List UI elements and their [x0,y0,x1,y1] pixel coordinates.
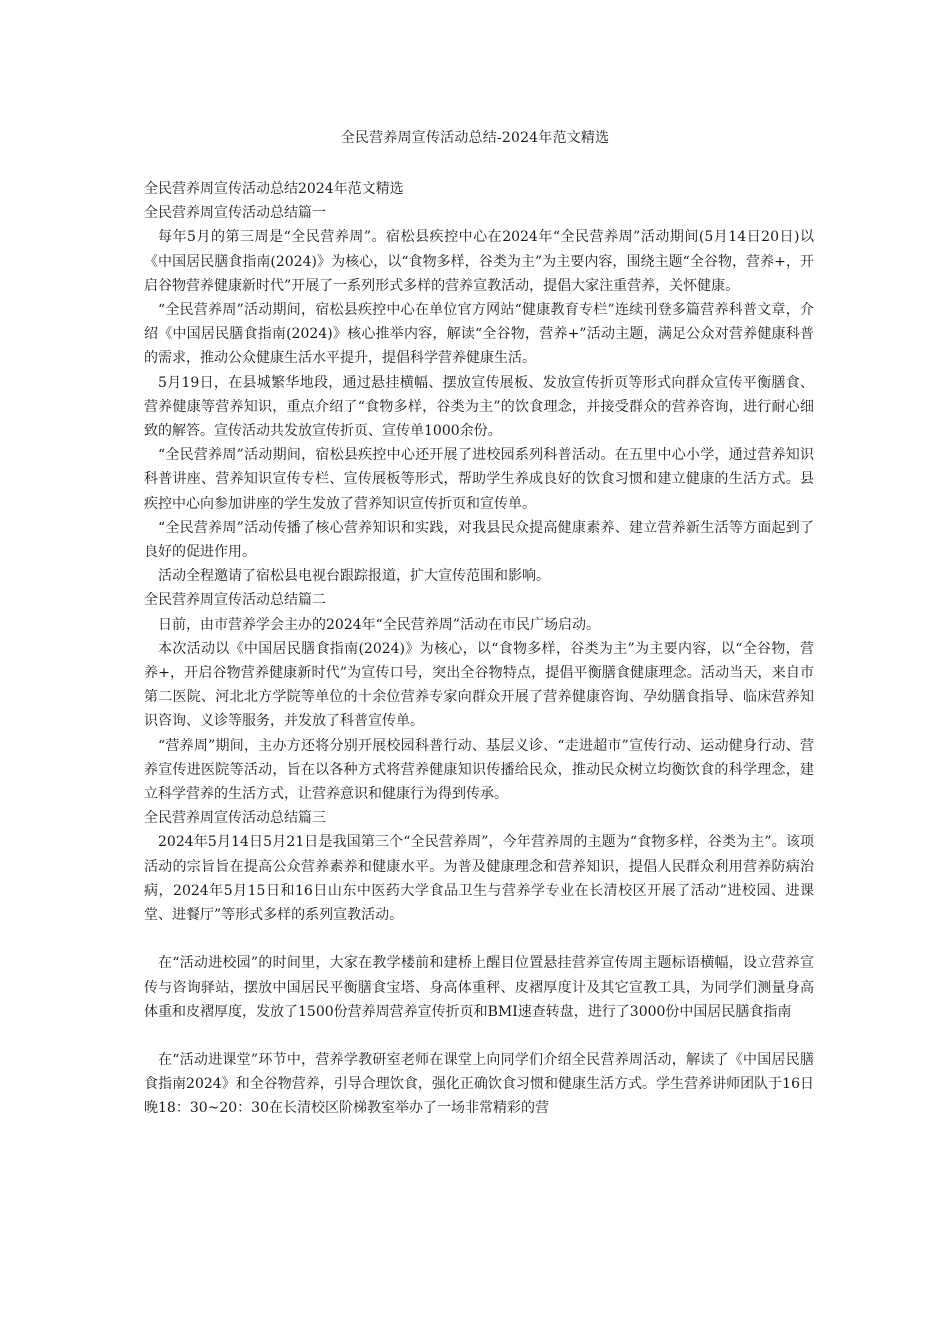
document-title: 全民营养周宣传活动总结-2024年范文精选 [340,130,610,146]
paragraph: 在“活动进课堂”环节中，营养学教研室老师在课堂上向同学们介绍全民营养周活动，解读了《中国居民膳食指南2024》和全谷物营养，引导合理饮食，强化正确饮食习惯和健康生活方式。学生营养讲师团队于16日晚18：30~20：30在长清校区阶梯教室举办了一场非常精彩的营 [144,1051,814,1117]
section-heading: 全民营养周宣传活动总结篇三 [144,810,326,827]
paragraph: 2024年5月14日5月21日是我国第三个“全民营养周”，今年营养周的主题为“食物多样，谷类为主”。该项活动的宗旨旨在提高公众营养素养和健康水平。为普及健康理念和营养知识，提倡人民群众利用营养防病治病，2024年5月15日和16日山东中医药大学食品卫生与营养学专业在长清校区开展了活动”进校园、进课堂、进餐厅”等形式多样的系列宣教活动。 [144,834,814,924]
paragraph: “营养周”期间，主办方还将分别开展校园科普行动、基层义诊、“走进超市”宣传行动、运动健身行动、营养宣传进医院等活动，旨在以各种方式将营养健康知识传播给民众，推动民众树立均衡饮食的科学理念，建立科学营养的生活方式，让营养意识和健康行为得到传承。 [144,737,814,803]
paragraph-spacer [144,1024,814,1048]
section-heading: 全民营养周宣传活动总结篇二 [144,592,326,609]
paragraph: 本次活动以《中国居民膳食指南(2024)》为核心，以“食物多样，谷类为主”为主要内容，以“全谷物，营养+，开启谷物营养健康新时代”为宣传口号，突出全谷物特点，提倡平衡膳食健康理念。活动当天，来自市第二医院、河北北方学院等单位的十余位营养专家向群众开展了营养健康咨询、孕幼膳食指导、临床营养知识咨询、义诊等服务，并发放了科普宣传单。 [144,640,814,730]
paragraph: 5月19日，在县城繁华地段，通过悬挂横幅、摆放宣传展板、发放宣传折页等形式向群众宣传平衡膳食、营养健康等营养知识，重点介绍了“食物多样，谷类为主”的饮食理念，并接受群众的营养咨询，进行耐心细致的解答。宣传活动共发放宣传折页、宣传单1000余份。 [144,374,814,440]
paragraph: 日前，由市营养学会主办的2024年“全民营养周”活动在市民广场启动。 [158,616,600,633]
paragraph: “全民营养周”活动传播了核心营养知识和实践，对我县民众提高健康素养、建立营养新生活等方面起到了良好的促进作用。 [144,519,814,561]
paragraph: “全民营养周”活动期间，宿松县疾控中心在单位官方网站“健康教育专栏”连续刊登多篇营养科普文章，介绍《中国居民膳食指南(2024)》核心推举内容，解读“全谷物，营养+”活动主题，满足公众对营养健康科普的需求，推动公众健康生活水平提升，提倡科学营养健康生活。 [144,302,814,367]
paragraph: 活动全程邀请了宿松县电视台跟踪报道，扩大宣传范围和影响。 [158,568,550,585]
paragraph-spacer [144,927,814,951]
paragraph: 在“活动进校园”的时间里，大家在教学楼前和建桥上醒目位置悬挂营养宣传周主题标语横幅，设立营养宣传与咨询驿站，摆放中国居民平衡膳食宝塔、身高体重秤、皮褶厚度计及其它宣教工具，为同学们测量身高体重和皮褶厚度，发放了1500份营养周营养宣传折页和BMI速查转盘，进行了3000份中国居民膳食指南 [144,955,814,1020]
paragraph: “全民营养周”活动期间，宿松县疾控中心还开展了进校园系列科普活动。在五里中心小学，通过营养知识科普讲座、营养知识宣传专栏、宣传展板等形式，帮助学生养成良好的饮食习惯和建立健康的生活方式。县疾控中心向参加讲座的学生发放了营养知识宣传折页和宣传单。 [144,447,814,512]
section-heading: 全民营养周宣传活动总结篇一 [144,205,326,222]
document-body [144,177,814,1121]
document-subtitle: 全民营养周宣传活动总结2024年范文精选 [144,181,404,197]
paragraph: 每年5月的第三周是“全民营养周”。宿松县疾控中心在2024年“全民营养周”活动期间(5月14日20日)以《中国居民膳食指南(2024)》为核心，以“食物多样，谷类为主”为主要内容，围绕主题“全谷物，营养+，开启谷物营养健康新时代”开展了一系列形式多样的营养宣教活动，提倡大家注重营养，关怀健康。 [144,229,814,294]
